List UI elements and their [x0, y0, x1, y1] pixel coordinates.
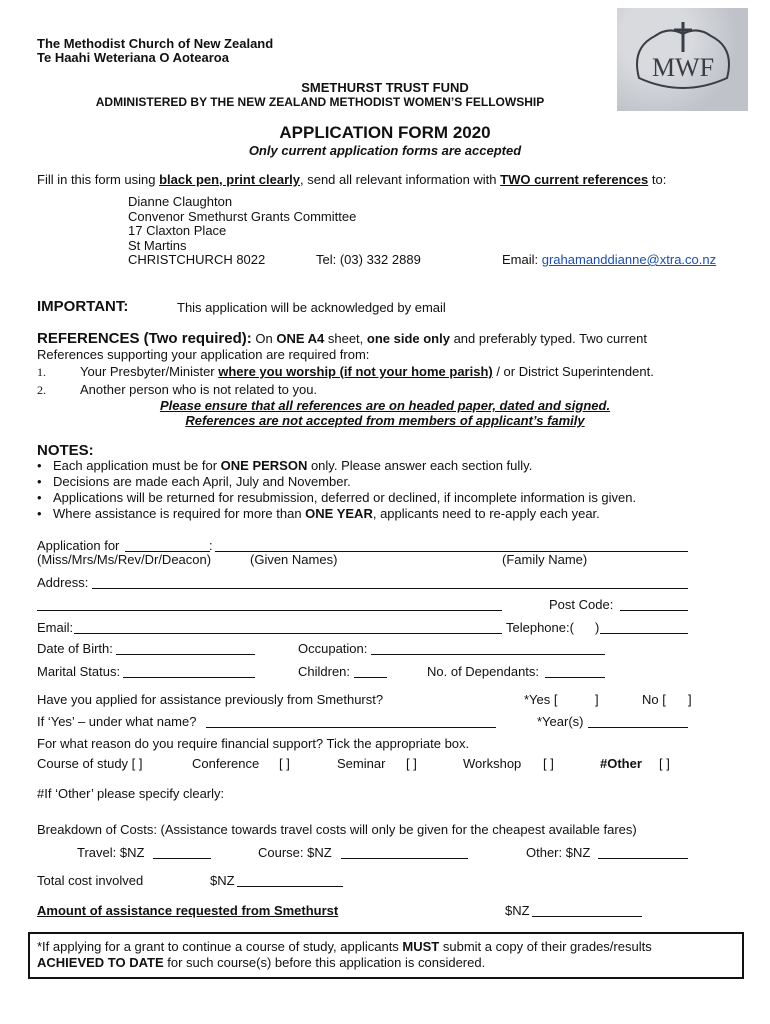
post-code-label: Post Code: [549, 597, 614, 612]
course-cost-label: Course: $NZ [258, 845, 332, 860]
other-cost-field[interactable] [598, 858, 688, 859]
org-name-maori: Te Haahi Weteriana O Aotearoa [37, 50, 229, 65]
no-checkbox[interactable]: No [ [642, 692, 666, 707]
references-rest: and preferably typed. Two current [449, 331, 648, 346]
conference-label: Conference [192, 756, 260, 771]
references-on: On [255, 331, 277, 346]
given-names-hint: (Given Names) [250, 552, 338, 567]
instructions-prefix: Fill in this form using [37, 172, 160, 187]
yes-checkbox[interactable]: *Yes [ [524, 692, 558, 707]
references-line1 [37, 330, 647, 347]
other-checkbox[interactable]: [ ] [659, 756, 670, 771]
important-text: This application will be acknowledged by email [177, 300, 446, 315]
dependants-label: No. of Dependants: [427, 664, 540, 679]
ref-item1-number: 1. [37, 365, 46, 379]
course-cost-field[interactable] [341, 858, 468, 859]
note3: Applications will be returned for resubmission, deferred or declined, if incomplete information is given. [53, 490, 637, 505]
applied-before-question: Have you applied for assistance previously from Smethurst? [37, 692, 384, 707]
dob-field[interactable] [116, 654, 255, 655]
instructions-suffix: to: [648, 172, 667, 187]
yes-checkbox-close: ] [595, 692, 599, 707]
course-checkbox[interactable]: Course of study [ ] [37, 756, 143, 771]
occupation-label: Occupation: [298, 641, 368, 656]
telephone-field[interactable] [600, 633, 688, 634]
breakdown-label: Breakdown of Costs: (Assistance towards travel costs will only be given for the cheapest available fares) [37, 822, 637, 837]
marital-label: Marital Status: [37, 664, 121, 679]
footer-note-must: MUST [402, 939, 440, 954]
address-label: Address: [37, 575, 89, 590]
title-hint: (Miss/Mrs/Ms/Rev/Dr/Deacon) [37, 552, 212, 567]
if-yes-label: If ‘Yes’ – under what name? [37, 714, 197, 729]
note-item [35, 490, 636, 506]
ref-item1 [80, 364, 654, 379]
notes-heading: NOTES: [37, 442, 94, 459]
no-checkbox-close: ] [688, 692, 692, 707]
dependants-field[interactable] [545, 677, 605, 678]
address-line2-field[interactable] [37, 610, 502, 611]
references-sheet: sheet, [324, 331, 367, 346]
note4-b: ONE YEAR [305, 506, 373, 521]
footer-note-a: *If applying for a grant to continue a course of study, applicants [37, 939, 403, 954]
footer-note-achieved: ACHIEVED TO DATE [37, 955, 164, 970]
seminar-checkbox[interactable]: [ ] [406, 756, 417, 771]
years-field[interactable] [588, 727, 688, 728]
seminar-label: Seminar [337, 756, 386, 771]
previous-name-field[interactable] [206, 727, 496, 728]
amount-requested-label: Amount of assistance requested from Smethurst [37, 903, 339, 918]
logo-text: MWF [651, 53, 715, 82]
note4-a: Where assistance is required for more than [53, 506, 306, 521]
ref-item1-bold: where you worship (if not your home parish) [218, 364, 493, 379]
children-field[interactable] [354, 677, 387, 678]
note1-c: only. Please answer each section fully. [307, 458, 533, 473]
amount-nz-label: $NZ [505, 903, 530, 918]
instructions-middle: , send all relevant information with [299, 172, 501, 187]
contact-suburb: St Martins [128, 238, 187, 253]
marital-field[interactable] [123, 677, 255, 678]
note-item [35, 474, 636, 490]
footer-note-b: submit a copy of their grades/results [439, 939, 652, 954]
travel-field[interactable] [153, 858, 211, 859]
references-notice1: Please ensure that all references are on headed paper, dated and signed. [159, 398, 611, 413]
note1-b: ONE PERSON [220, 458, 308, 473]
post-code-field[interactable] [620, 610, 688, 611]
instructions [37, 172, 666, 187]
reason-question: For what reason do you require financial support? Tick the appropriate box. [37, 736, 470, 751]
references-notice2: References are not accepted from members of applicant’s family [185, 413, 585, 428]
contact-tel: Tel: (03) 332 2889 [316, 252, 421, 267]
instructions-refs: TWO current references [500, 172, 649, 187]
dob-label: Date of Birth: [37, 641, 113, 656]
total-field[interactable] [237, 886, 343, 887]
contact-name: Dianne Claughton [128, 194, 233, 209]
workshop-checkbox[interactable]: [ ] [543, 756, 554, 771]
occupation-field[interactable] [371, 654, 605, 655]
contact-email [502, 252, 716, 267]
email-field-label: Email: [37, 620, 74, 635]
footer-note-line2 [37, 955, 485, 970]
ref-item1-prefix: Your Presbyter/Minister [80, 364, 219, 379]
contact-street: 17 Claxton Place [128, 223, 227, 238]
references-one-side: one side only [366, 331, 450, 346]
other-label: #Other [600, 756, 642, 771]
amount-field[interactable] [532, 916, 642, 917]
ref-item1-suffix: / or District Superintendent. [492, 364, 654, 379]
children-label: Children: [298, 664, 351, 679]
org-name: The Methodist Church of New Zealand [37, 36, 274, 51]
references-line2: References supporting your application are required from: [37, 347, 370, 362]
administered-by: ADMINISTERED BY THE NEW ZEALAND METHODIST WOMEN’S FELLOWSHIP [95, 95, 545, 109]
footer-note-line1 [37, 939, 652, 954]
other-cost-label: Other: $NZ [526, 845, 591, 860]
address-field[interactable] [92, 588, 688, 589]
total-label: Total cost involved [37, 873, 144, 888]
years-label: *Year(s) [537, 714, 584, 729]
workshop-label: Workshop [463, 756, 522, 771]
contact-city: CHRISTCHURCH 8022 [128, 252, 266, 267]
telephone-close: ) [595, 620, 600, 635]
important-label: IMPORTANT: [37, 298, 129, 315]
form-title: APPLICATION FORM 2020 [279, 123, 491, 142]
note1-a: Each application must be for [53, 458, 221, 473]
note4-c: , applicants need to re-apply each year. [372, 506, 600, 521]
telephone-label: Telephone:( [506, 620, 574, 635]
email-label: Email: [502, 252, 539, 267]
notes-list [35, 458, 636, 522]
travel-label: Travel: $NZ [77, 845, 145, 860]
total-nz-label: $NZ [210, 873, 235, 888]
family-name-hint: (Family Name) [502, 552, 588, 567]
contact-role: Convenor Smethurst Grants Committee [128, 209, 357, 224]
note-item [35, 458, 636, 474]
conference-checkbox[interactable]: [ ] [279, 756, 290, 771]
instructions-pen: black pen, print clearly [159, 172, 300, 187]
note2: Decisions are made each April, July and November. [53, 474, 351, 489]
references-one-a4: ONE A4 [276, 331, 325, 346]
ref-item2: Another person who is not related to you. [80, 382, 318, 397]
form-subtitle: Only current application forms are accepted [248, 143, 522, 158]
note-item [35, 506, 636, 522]
references-heading: REFERENCES (Two required): [37, 330, 252, 347]
fund-title: SMETHURST TRUST FUND [301, 80, 469, 95]
email-link[interactable]: grahamanddianne@xtra.co.nz [541, 252, 717, 267]
footer-note-c: for such course(s) before this application is considered. [163, 955, 486, 970]
ref-item2-number: 2. [37, 383, 46, 397]
application-for-colon: : [209, 538, 213, 553]
email-field[interactable] [74, 633, 502, 634]
other-specify-label: #If ‘Other’ please specify clearly: [37, 786, 225, 801]
application-for-label: Application for [37, 538, 120, 553]
